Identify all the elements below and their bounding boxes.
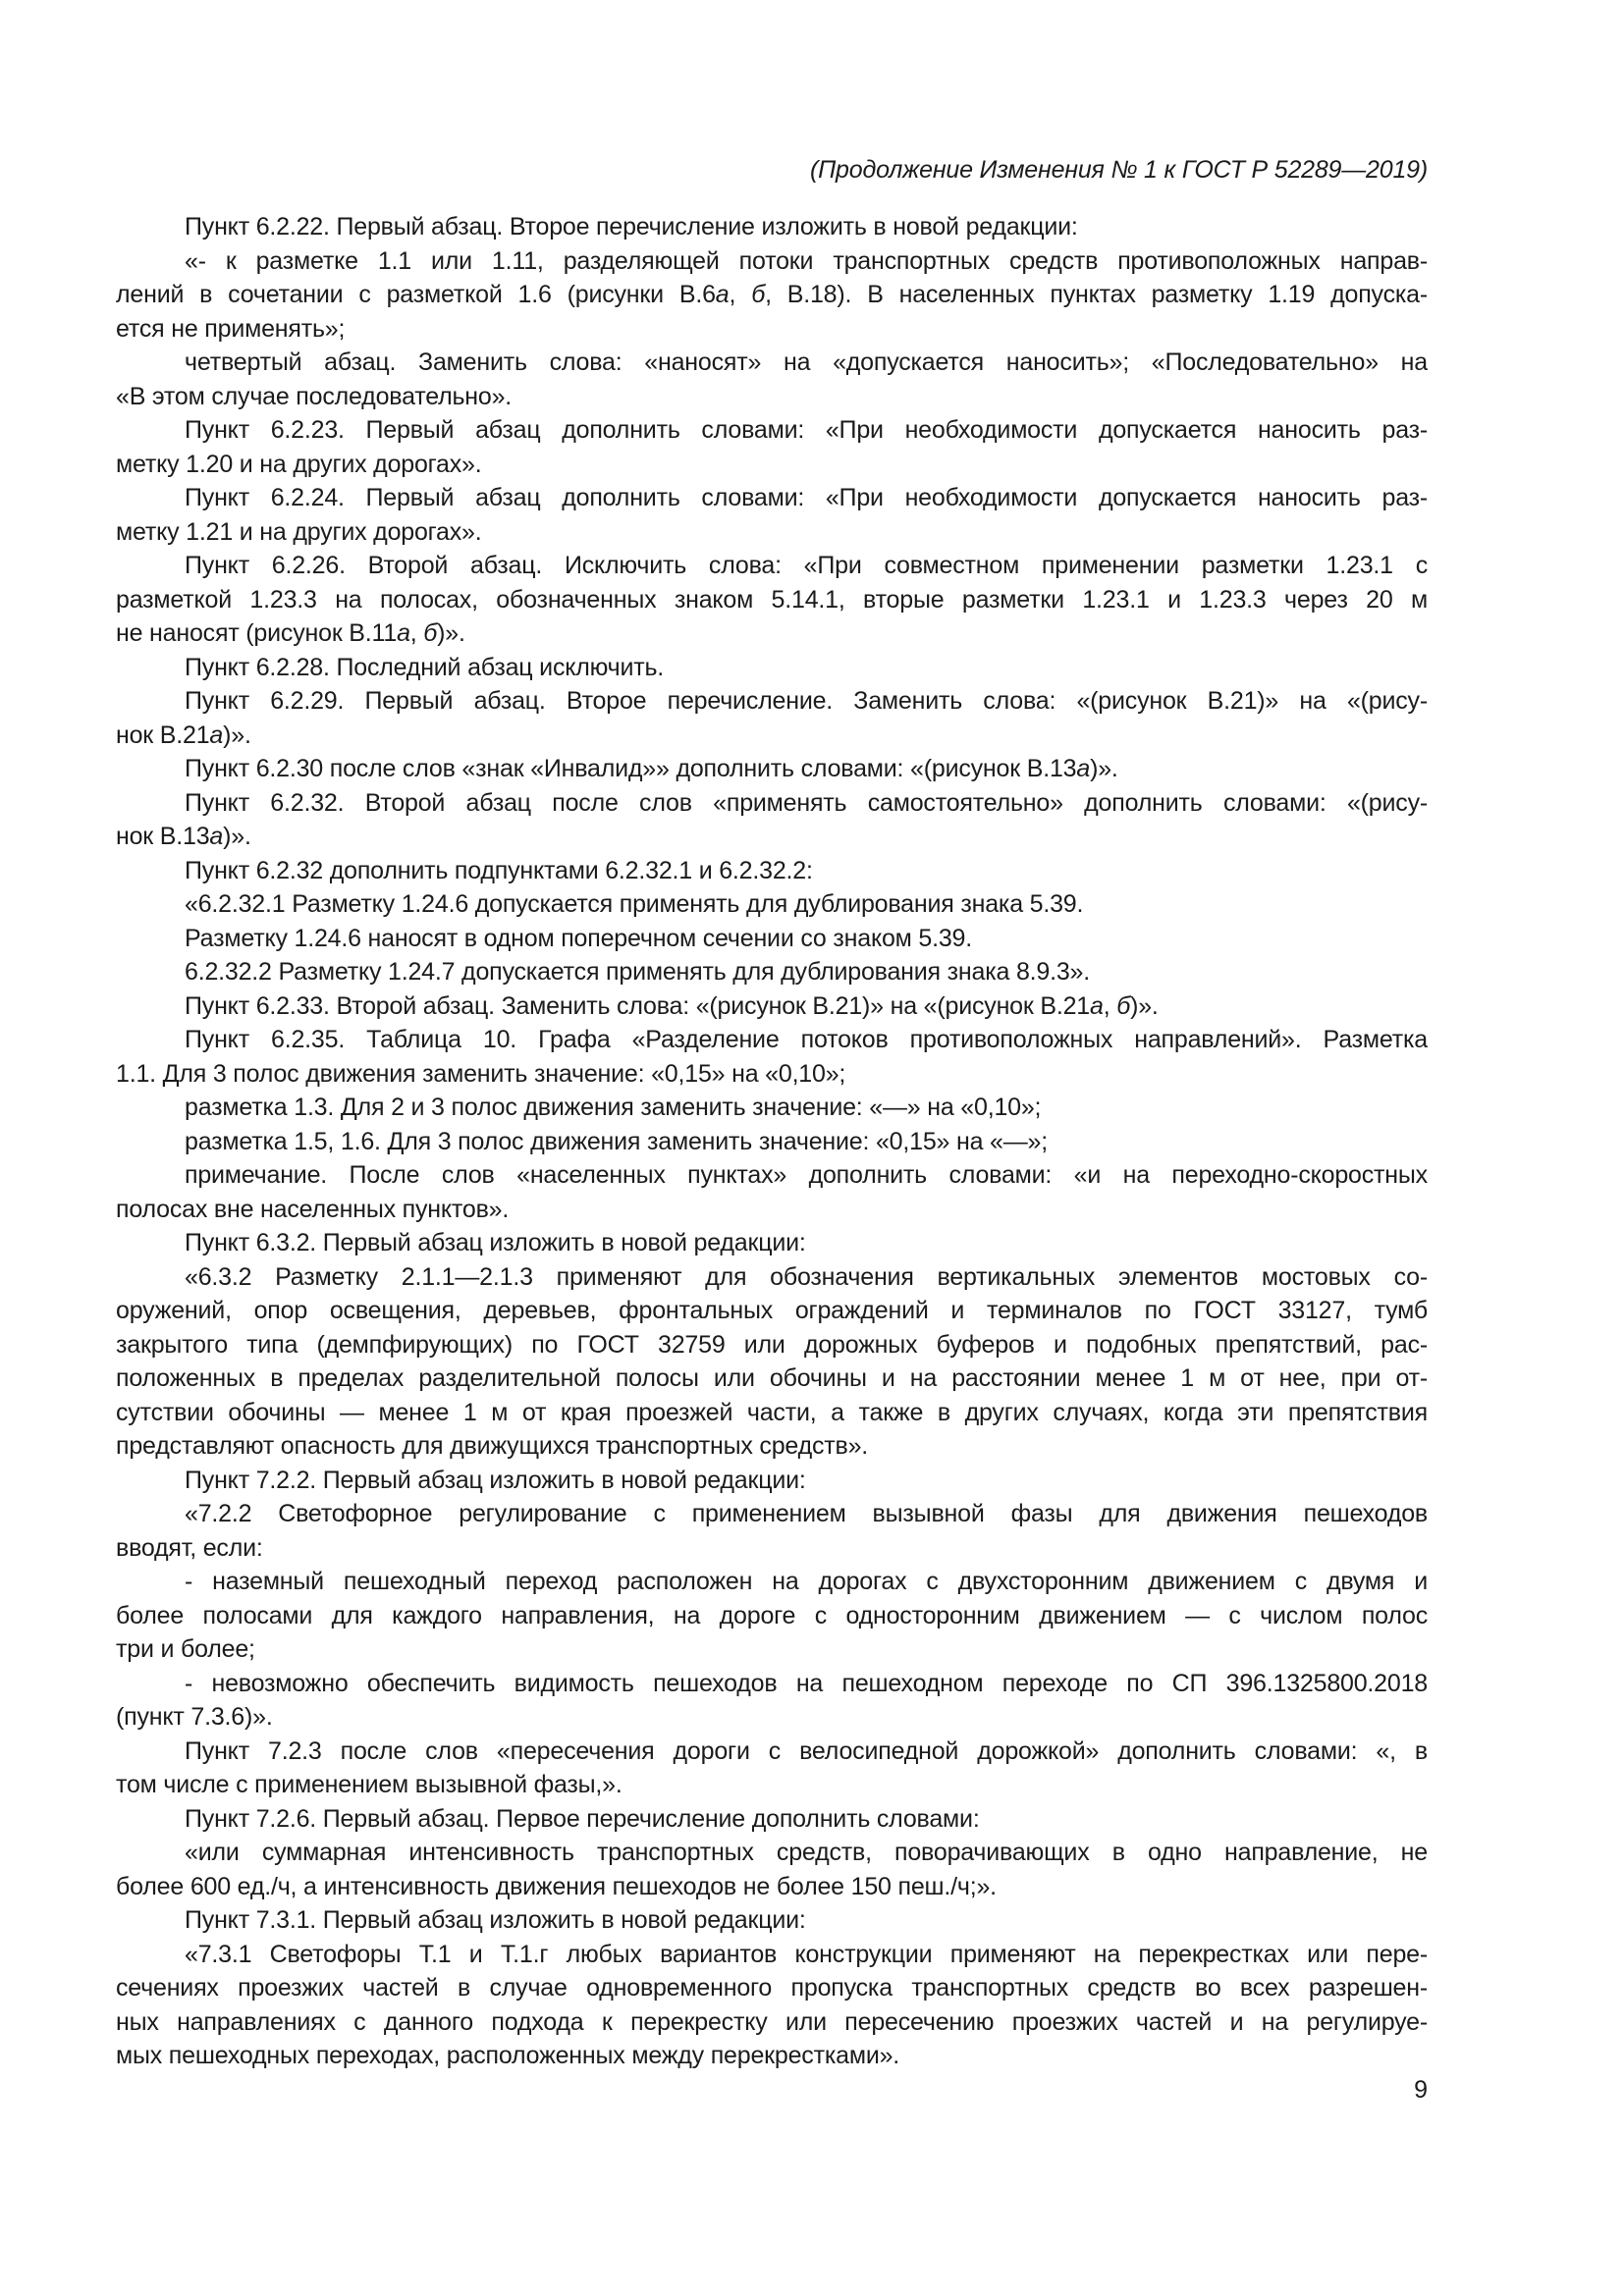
text-segment: представляют опасность для движущихся транспортных средств». bbox=[116, 1432, 869, 1460]
text-line bbox=[116, 786, 1428, 821]
text-segment: «В этом случае последовательно». bbox=[116, 382, 513, 410]
text-line bbox=[116, 1836, 1428, 1870]
text-line bbox=[116, 1158, 1428, 1193]
text-segment: Пункт 6.2.35. Таблица 10. Графа «Разделение потоков противоположных направлений». Разметка bbox=[185, 1026, 1428, 1053]
document-body bbox=[116, 210, 1428, 2073]
text-line bbox=[116, 1802, 1428, 1837]
text-line bbox=[116, 1768, 1428, 1802]
italic-text-segment: б bbox=[751, 281, 766, 308]
text-segment: Пункт 6.2.32 дополнить подпунктами 6.2.32.1 и 6.2.32.2: bbox=[185, 856, 813, 884]
text-segment: нок В.21 bbox=[116, 721, 210, 749]
text-segment: Пункт 6.2.30 после слов «знак «Инвалид»» дополнить словами: «(рисунок В.13 bbox=[185, 755, 1077, 782]
text-segment: «7.3.1 Светофоры Т.1 и Т.1.г любых вариантов конструкции применяют на перекрестках или пере- bbox=[185, 1940, 1428, 1968]
text-line bbox=[116, 2005, 1428, 2040]
text-segment: оружений, опор освещения, деревьев, фронтальных ограждений и терминалов по ГОСТ 33127, тумб bbox=[116, 1297, 1428, 1324]
text-segment: Пункт 7.2.6. Первый абзац. Первое перечисление дополнить словами: bbox=[185, 1804, 980, 1833]
text-segment: «или суммарная интенсивность транспортных средств, поворачивающих в одно направление, не bbox=[185, 1839, 1428, 1866]
text-line bbox=[116, 1294, 1428, 1328]
text-line bbox=[116, 448, 1428, 482]
text-line bbox=[116, 1971, 1428, 2005]
text-segment: Пункт 6.2.32. Второй абзац после слов «применять самостоятельно» дополнить словами: «(рису- bbox=[185, 788, 1428, 817]
text-segment: Пункт 7.2.2. Первый абзац изложить в новой редакции: bbox=[185, 1466, 806, 1494]
text-segment: «6.2.32.1 Разметку 1.24.6 допускается применять для дублирования знака 5.39. bbox=[185, 890, 1084, 918]
text-line bbox=[116, 719, 1428, 753]
text-segment: полосах вне населенных пунктов». bbox=[116, 1195, 510, 1223]
text-line bbox=[116, 1870, 1428, 1904]
text-segment: - невозможно обеспечить видимость пешеходов на пешеходном переходе по СП 396.1325800.2018 bbox=[185, 1669, 1428, 1697]
text-line bbox=[116, 651, 1428, 685]
text-segment: , bbox=[409, 619, 424, 647]
text-segment: 1.1. Для 3 полос движения заменить значение: «0,15» на «0,10»; bbox=[116, 1059, 846, 1088]
text-segment: ется не применять»; bbox=[116, 314, 346, 343]
text-segment: три и более; bbox=[116, 1635, 255, 1663]
text-segment: метку 1.21 и на других дорогах». bbox=[116, 517, 482, 546]
text-line bbox=[116, 1632, 1428, 1667]
italic-text-segment: а bbox=[209, 721, 224, 749]
text-segment: , bbox=[1103, 991, 1117, 1020]
continuation-note: (Продолжение Изменения № 1 к ГОСТ Р 52289—2019) bbox=[810, 156, 1428, 184]
text-segment: сутствии обочины — менее 1 м от края проезжей части, а также в других случаях, когда эти препятствия bbox=[116, 1398, 1428, 1426]
text-segment: , bbox=[729, 281, 752, 308]
text-line bbox=[116, 1903, 1428, 1938]
text-segment: Пункт 6.2.28. Последний абзац исключить. bbox=[185, 653, 665, 681]
text-line bbox=[116, 1396, 1428, 1430]
text-line bbox=[116, 684, 1428, 719]
text-line bbox=[116, 1938, 1428, 1972]
text-segment: Пункт 7.3.1. Первый абзац изложить в новой редакции: bbox=[185, 1906, 806, 1934]
text-line bbox=[116, 1667, 1428, 1701]
text-segment: )». bbox=[1090, 755, 1118, 782]
text-line bbox=[116, 820, 1428, 854]
text-line bbox=[116, 515, 1428, 550]
text-line bbox=[116, 1429, 1428, 1464]
text-segment: вводят, если: bbox=[116, 1533, 263, 1562]
text-line bbox=[116, 380, 1428, 414]
text-segment: том числе с применением вызывной фазы,». bbox=[116, 1771, 623, 1798]
text-line bbox=[116, 210, 1428, 244]
page-number: 9 bbox=[1414, 2076, 1428, 2104]
italic-text-segment: б bbox=[423, 619, 438, 647]
text-segment: )». bbox=[223, 823, 251, 850]
text-line bbox=[116, 1328, 1428, 1362]
text-line bbox=[116, 1260, 1428, 1295]
text-line bbox=[116, 922, 1428, 956]
text-line bbox=[116, 854, 1428, 888]
italic-text-segment: а bbox=[397, 619, 410, 647]
text-line bbox=[116, 1599, 1428, 1633]
text-segment: ных направлениях с данного подхода к перекрестку или пересечению проезжих частей и на регулируе- bbox=[116, 2007, 1428, 2036]
text-line bbox=[116, 481, 1428, 515]
text-segment: разметка 1.5, 1.6. Для 3 полос движения заменить значение: «0,15» на «—»; bbox=[185, 1127, 1048, 1155]
text-segment: )». bbox=[1130, 991, 1159, 1020]
text-line bbox=[116, 2039, 1428, 2073]
text-line bbox=[116, 1735, 1428, 1769]
text-segment: «7.2.2 Светофорное регулирование с применением вызывной фазы для движения пешеходов bbox=[185, 1500, 1428, 1527]
text-line bbox=[116, 278, 1428, 312]
text-line bbox=[116, 1565, 1428, 1599]
italic-text-segment: а bbox=[1090, 991, 1104, 1020]
text-line bbox=[116, 1023, 1428, 1057]
text-line bbox=[116, 1057, 1428, 1092]
text-line bbox=[116, 989, 1428, 1024]
text-segment: Пункт 7.2.3 после слов «пересечения дороги с велосипедной дорожкой» дополнить словами: «, в bbox=[185, 1736, 1428, 1765]
text-segment: «6.3.2 Разметку 2.1.1—2.1.3 применяют для обозначения вертикальных элементов мостовых со- bbox=[185, 1262, 1428, 1291]
text-segment: положенных в пределах разделительной полосы или обочины и на расстоянии менее 1 м от нее, при от- bbox=[116, 1364, 1428, 1392]
text-segment: метку 1.20 и на других дорогах». bbox=[116, 450, 482, 478]
text-segment: лений в сочетании с разметкой 1.6 (рисунки В.6 bbox=[116, 281, 716, 308]
text-line bbox=[116, 244, 1428, 279]
text-segment: не наносят (рисунок В.11 bbox=[116, 619, 398, 647]
text-line bbox=[116, 1531, 1428, 1566]
text-line bbox=[116, 616, 1428, 651]
text-segment: сечениях проезжих частей в случае одновременного пропуска транспортных средств во всех разрешен- bbox=[116, 1974, 1428, 2002]
text-segment: четвертый абзац. Заменить слова: «наносят» на «допускается наносить»; «Последовательно» на bbox=[185, 348, 1428, 376]
text-line bbox=[116, 752, 1428, 786]
text-line bbox=[116, 887, 1428, 922]
text-segment: мых пешеходных переходах, расположенных между перекрестками». bbox=[116, 2042, 900, 2069]
text-segment: закрытого типа (демпфирующих) по ГОСТ 32759 или дорожных буферов и подобных препятствий, рас- bbox=[116, 1330, 1428, 1359]
text-segment: разметка 1.3. Для 2 и 3 полос движения заменить значение: «—» на «0,10»; bbox=[185, 1094, 1042, 1121]
text-segment: «- к разметке 1.1 или 1.11, разделяющей потоки транспортных средств противоположных направ- bbox=[185, 246, 1428, 275]
italic-text-segment: а bbox=[715, 281, 730, 308]
text-line bbox=[116, 1362, 1428, 1396]
italic-text-segment: б bbox=[1116, 991, 1131, 1020]
text-line bbox=[116, 1700, 1428, 1735]
text-line bbox=[116, 1125, 1428, 1159]
text-segment: более полосами для каждого направления, на дороге с односторонним движением — с числом полос bbox=[116, 1601, 1428, 1629]
text-segment: Пункт 6.2.22. Первый абзац. Второе перечисление изложить в новой редакции: bbox=[185, 213, 1078, 240]
text-line bbox=[116, 1226, 1428, 1260]
text-segment: (пункт 7.3.6)». bbox=[116, 1703, 273, 1731]
text-segment: Пункт 6.2.24. Первый абзац дополнить словами: «При необходимости допускается наносить раз- bbox=[185, 484, 1428, 511]
text-segment: Пункт 6.2.23. Первый абзац дополнить словами: «При необходимости допускается наносить раз- bbox=[185, 416, 1428, 444]
text-segment: 6.2.32.2 Разметку 1.24.7 допускается применять для дублирования знака 8.9.3». bbox=[185, 958, 1090, 986]
text-segment: разметкой 1.23.3 на полосах, обозначенных знаком 5.14.1, вторые разметки 1.23.1 и 1.23.3 через 20 м bbox=[116, 585, 1428, 614]
text-segment: более 600 ед./ч, а интенсивность движения пешеходов не более 150 пеш./ч;». bbox=[116, 1872, 997, 1900]
text-segment: Пункт 6.3.2. Первый абзац изложить в новой редакции: bbox=[185, 1229, 806, 1256]
text-segment: Пункт 6.2.26. Второй абзац. Исключить слова: «При совместном применении разметки 1.23.1 с bbox=[185, 552, 1428, 579]
text-segment: Пункт 6.2.33. Второй абзац. Заменить слова: «(рисунок В.21)» на «(рисунок В.21 bbox=[185, 991, 1090, 1020]
text-segment: нок В.13 bbox=[116, 823, 210, 850]
text-segment: , В.18). В населенных пунктах разметку 1.19 допуска- bbox=[765, 281, 1428, 308]
italic-text-segment: а bbox=[209, 823, 224, 850]
text-segment: примечание. После слов «населенных пунктах» дополнить словами: «и на переходно-скоростных bbox=[185, 1161, 1428, 1189]
text-line bbox=[116, 346, 1428, 380]
text-line bbox=[116, 312, 1428, 347]
text-segment: )». bbox=[437, 619, 465, 647]
text-line bbox=[116, 1193, 1428, 1227]
text-segment: - наземный пешеходный переход расположен на дорогах с двухсторонним движением с двумя и bbox=[185, 1568, 1428, 1595]
text-line bbox=[116, 583, 1428, 617]
text-line bbox=[116, 549, 1428, 583]
text-line bbox=[116, 1464, 1428, 1498]
text-segment: Разметку 1.24.6 наносят в одном поперечном сечении со знаком 5.39. bbox=[185, 924, 972, 952]
text-line bbox=[116, 955, 1428, 989]
text-line bbox=[116, 1497, 1428, 1531]
text-line bbox=[116, 1091, 1428, 1125]
text-segment: Пункт 6.2.29. Первый абзац. Второе перечисление. Заменить слова: «(рисунок В.21)» на «(рису- bbox=[185, 687, 1428, 715]
italic-text-segment: а bbox=[1076, 755, 1091, 782]
text-line bbox=[116, 413, 1428, 448]
text-segment: )». bbox=[223, 721, 251, 749]
